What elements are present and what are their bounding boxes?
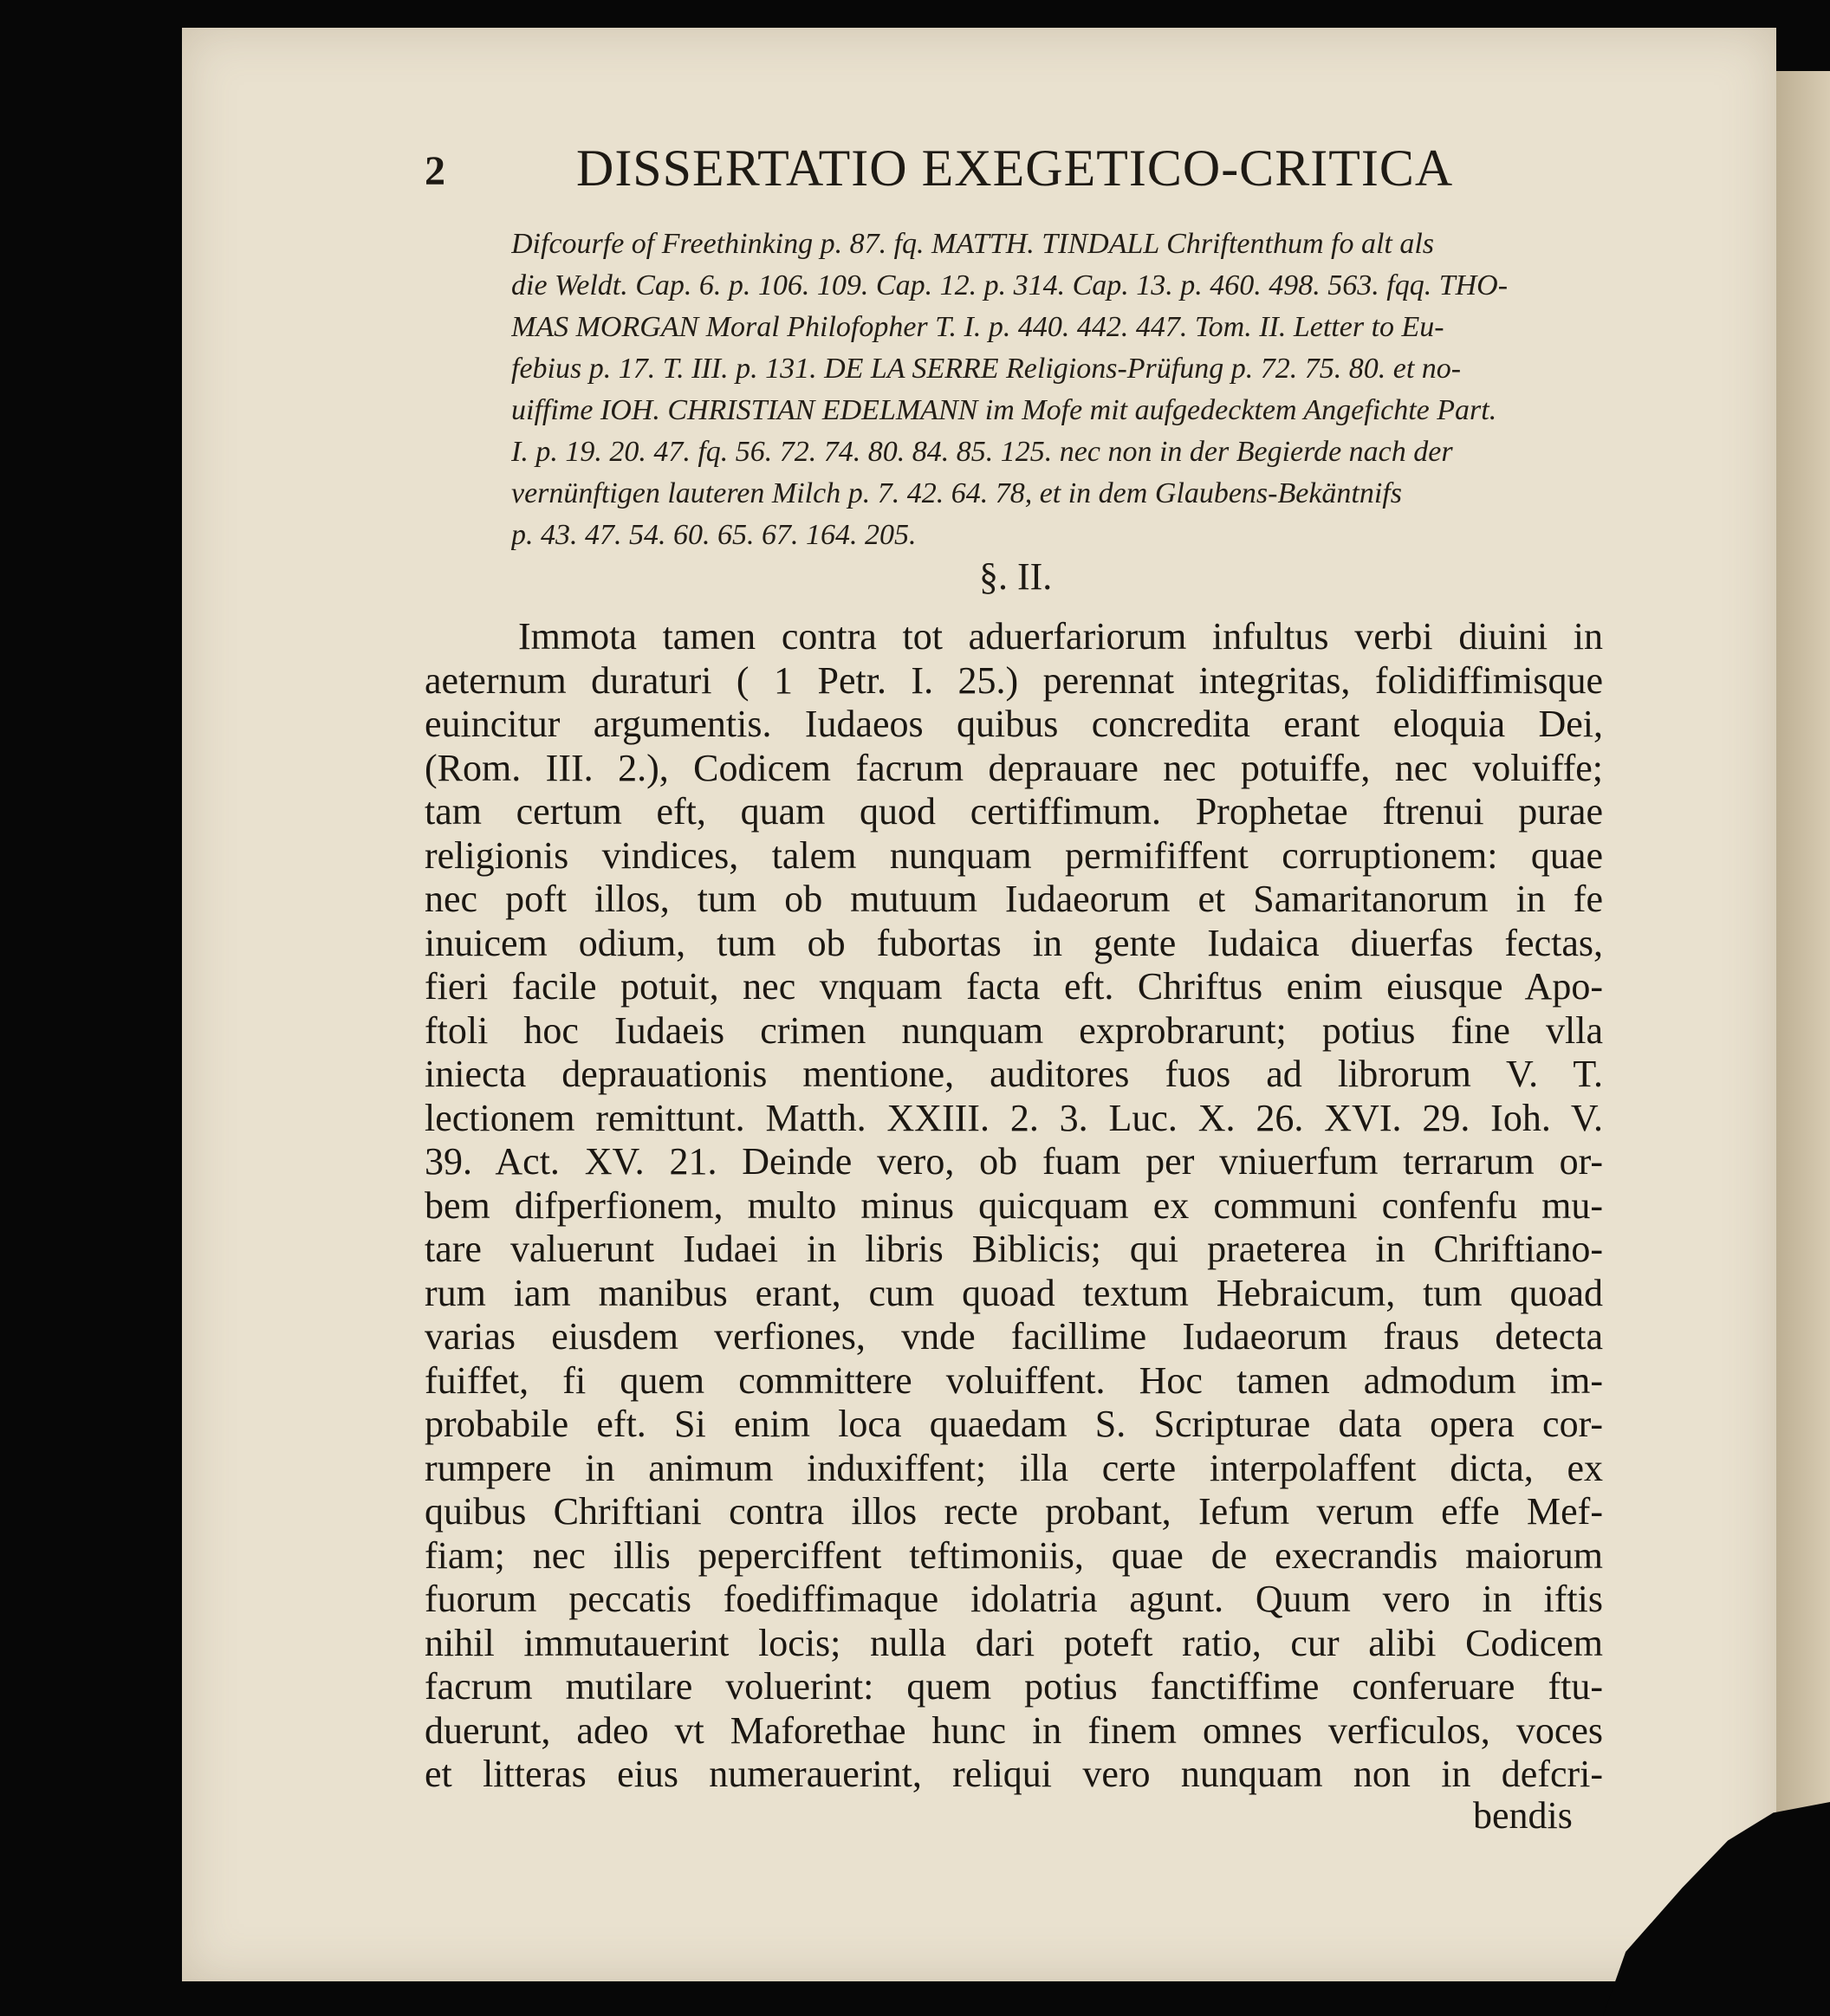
body-line: fuorum peccatis foediffimaque idolatria agunt. Quum vero in iftis <box>425 1578 1603 1620</box>
body-line: ftoli hoc Iudaeis crimen nunquam exprobrarunt; potius fine vlla <box>425 1008 1603 1052</box>
body-line: et litteras eius numerauerint, reliqui vero nunquam non in defcri- <box>425 1753 1603 1795</box>
footnote-line: febius p. 17. T. III. p. 131. DE LA SERRE Religions-Prüfung p. 72. 75. 80. et no- <box>511 353 1462 385</box>
body-line: iniecta deprauationis mentione, auditores fuos ad librorum V. T. <box>425 1053 1603 1095</box>
body-line: bem difperfionem, multo minus quicquam ex communi confenfu mu- <box>425 1183 1603 1227</box>
body-line: nec poft illos, tum ob mutuum Iudaeorum et Samaritanorum in fe <box>425 878 1603 920</box>
footnote-line: MAS MORGAN Moral Philofopher T. I. p. 440. 442. 447. Tom. II. Letter to Eu- <box>511 311 1444 343</box>
catchword: bendis <box>1473 1794 1573 1837</box>
body-line: duerunt, adeo vt Maforethae hunc in finem omnes verficulos, voces <box>425 1708 1603 1752</box>
footnote-line: p. 43. 47. 54. 60. 65. 67. 164. 205. <box>511 519 917 551</box>
facing-page-edge <box>1769 71 1830 1856</box>
body-line: euincitur argumentis. Iudaeos quibus concredita erant eloquia Dei, <box>425 703 1603 745</box>
body-line: (Rom. III. 2.), Codicem facrum deprauare nec potuiffe, nec voluiffe; <box>425 746 1603 789</box>
body-line: tam certum eft, quam quod certiffimum. Prophetae ftrenui purae <box>425 790 1603 833</box>
body-line: aeternum duraturi ( 1 Petr. I. 25.) perennat integritas, folidiffimisque <box>425 658 1603 702</box>
body-line: 39. Act. XV. 21. Deinde vero, ob fuam per vniuerfum terrarum or- <box>425 1140 1603 1183</box>
body-line: fuiffet, fi quem committere voluiffent. Hoc tamen admodum im- <box>425 1358 1603 1402</box>
body-line: varias eiusdem verfiones, vnde facillime Iudaeorum fraus detecta <box>425 1315 1603 1358</box>
body-line: religionis vindices, talem nunquam permififfent corruptionem: quae <box>425 833 1603 877</box>
footnote-line: die Weldt. Cap. 6. p. 106. 109. Cap. 12. p. 314. Cap. 13. p. 460. 498. 563. fqq. THO- <box>511 269 1509 301</box>
body-line: probabile eft. Si enim loca quaedam S. Scripturae data opera cor- <box>425 1403 1603 1445</box>
page-number: 2 <box>425 148 445 194</box>
footnote-line: I. p. 19. 20. 47. fq. 56. 72. 74. 80. 84. 85. 125. nec non in der Begierde nach der <box>511 436 1453 468</box>
body-line: tare valuerunt Iudaei in libris Biblicis; qui praeterea in Chriftiano- <box>425 1228 1603 1270</box>
footnote-block <box>511 224 1616 556</box>
page-header <box>425 139 1577 199</box>
body-line: Immota tamen contra tot aduerfariorum infultus verbi diuini in <box>518 615 1603 658</box>
body-line: fiam; nec illis peperciffent teftimoniis, quae de execrandis maiorum <box>425 1533 1603 1577</box>
body-line: facrum mutilare voluerint: quem potius fanctiffime conferuare ftu- <box>425 1665 1603 1708</box>
body-paragraph <box>425 615 1603 1797</box>
body-line: lectionem remittunt. Matth. XXIII. 2. 3. Luc. X. 26. XVI. 29. Ioh. V. <box>425 1096 1603 1139</box>
running-title: DISSERTATIO EXEGETICO-CRITICA <box>576 139 1454 197</box>
body-line: quibus Chriftiani contra illos recte probant, Iefum verum effe Mef- <box>425 1490 1603 1533</box>
body-line: nihil immutauerint locis; nulla dari poteft ratio, cur alibi Codicem <box>425 1621 1603 1664</box>
section-heading: §. II. <box>979 555 1053 598</box>
footnote-line: uiffime IOH. CHRISTIAN EDELMANN im Mofe mit aufgedecktem Angefichte Part. <box>511 394 1497 426</box>
body-line: fieri facile potuit, nec vnquam facta eft. Chriftus enim eiusque Apo- <box>425 965 1603 1008</box>
body-line: rum iam manibus erant, cum quoad textum Hebraicum, tum quoad <box>425 1271 1603 1314</box>
body-line: rumpere in animum induxiffent; illa certe interpolaffent dicta, ex <box>425 1446 1603 1489</box>
body-line: inuicem odium, tum ob fubortas in gente Iudaica diuerfas fectas, <box>425 921 1603 964</box>
footnote-line: vernünftigen lauteren Milch p. 7. 42. 64. 78, et in dem Glaubens-Bekäntnifs <box>511 477 1402 509</box>
footnote-line: Difcourfe of Freethinking p. 87. fq. MATTH. TINDALL Chriftenthum fo alt als <box>511 228 1435 260</box>
